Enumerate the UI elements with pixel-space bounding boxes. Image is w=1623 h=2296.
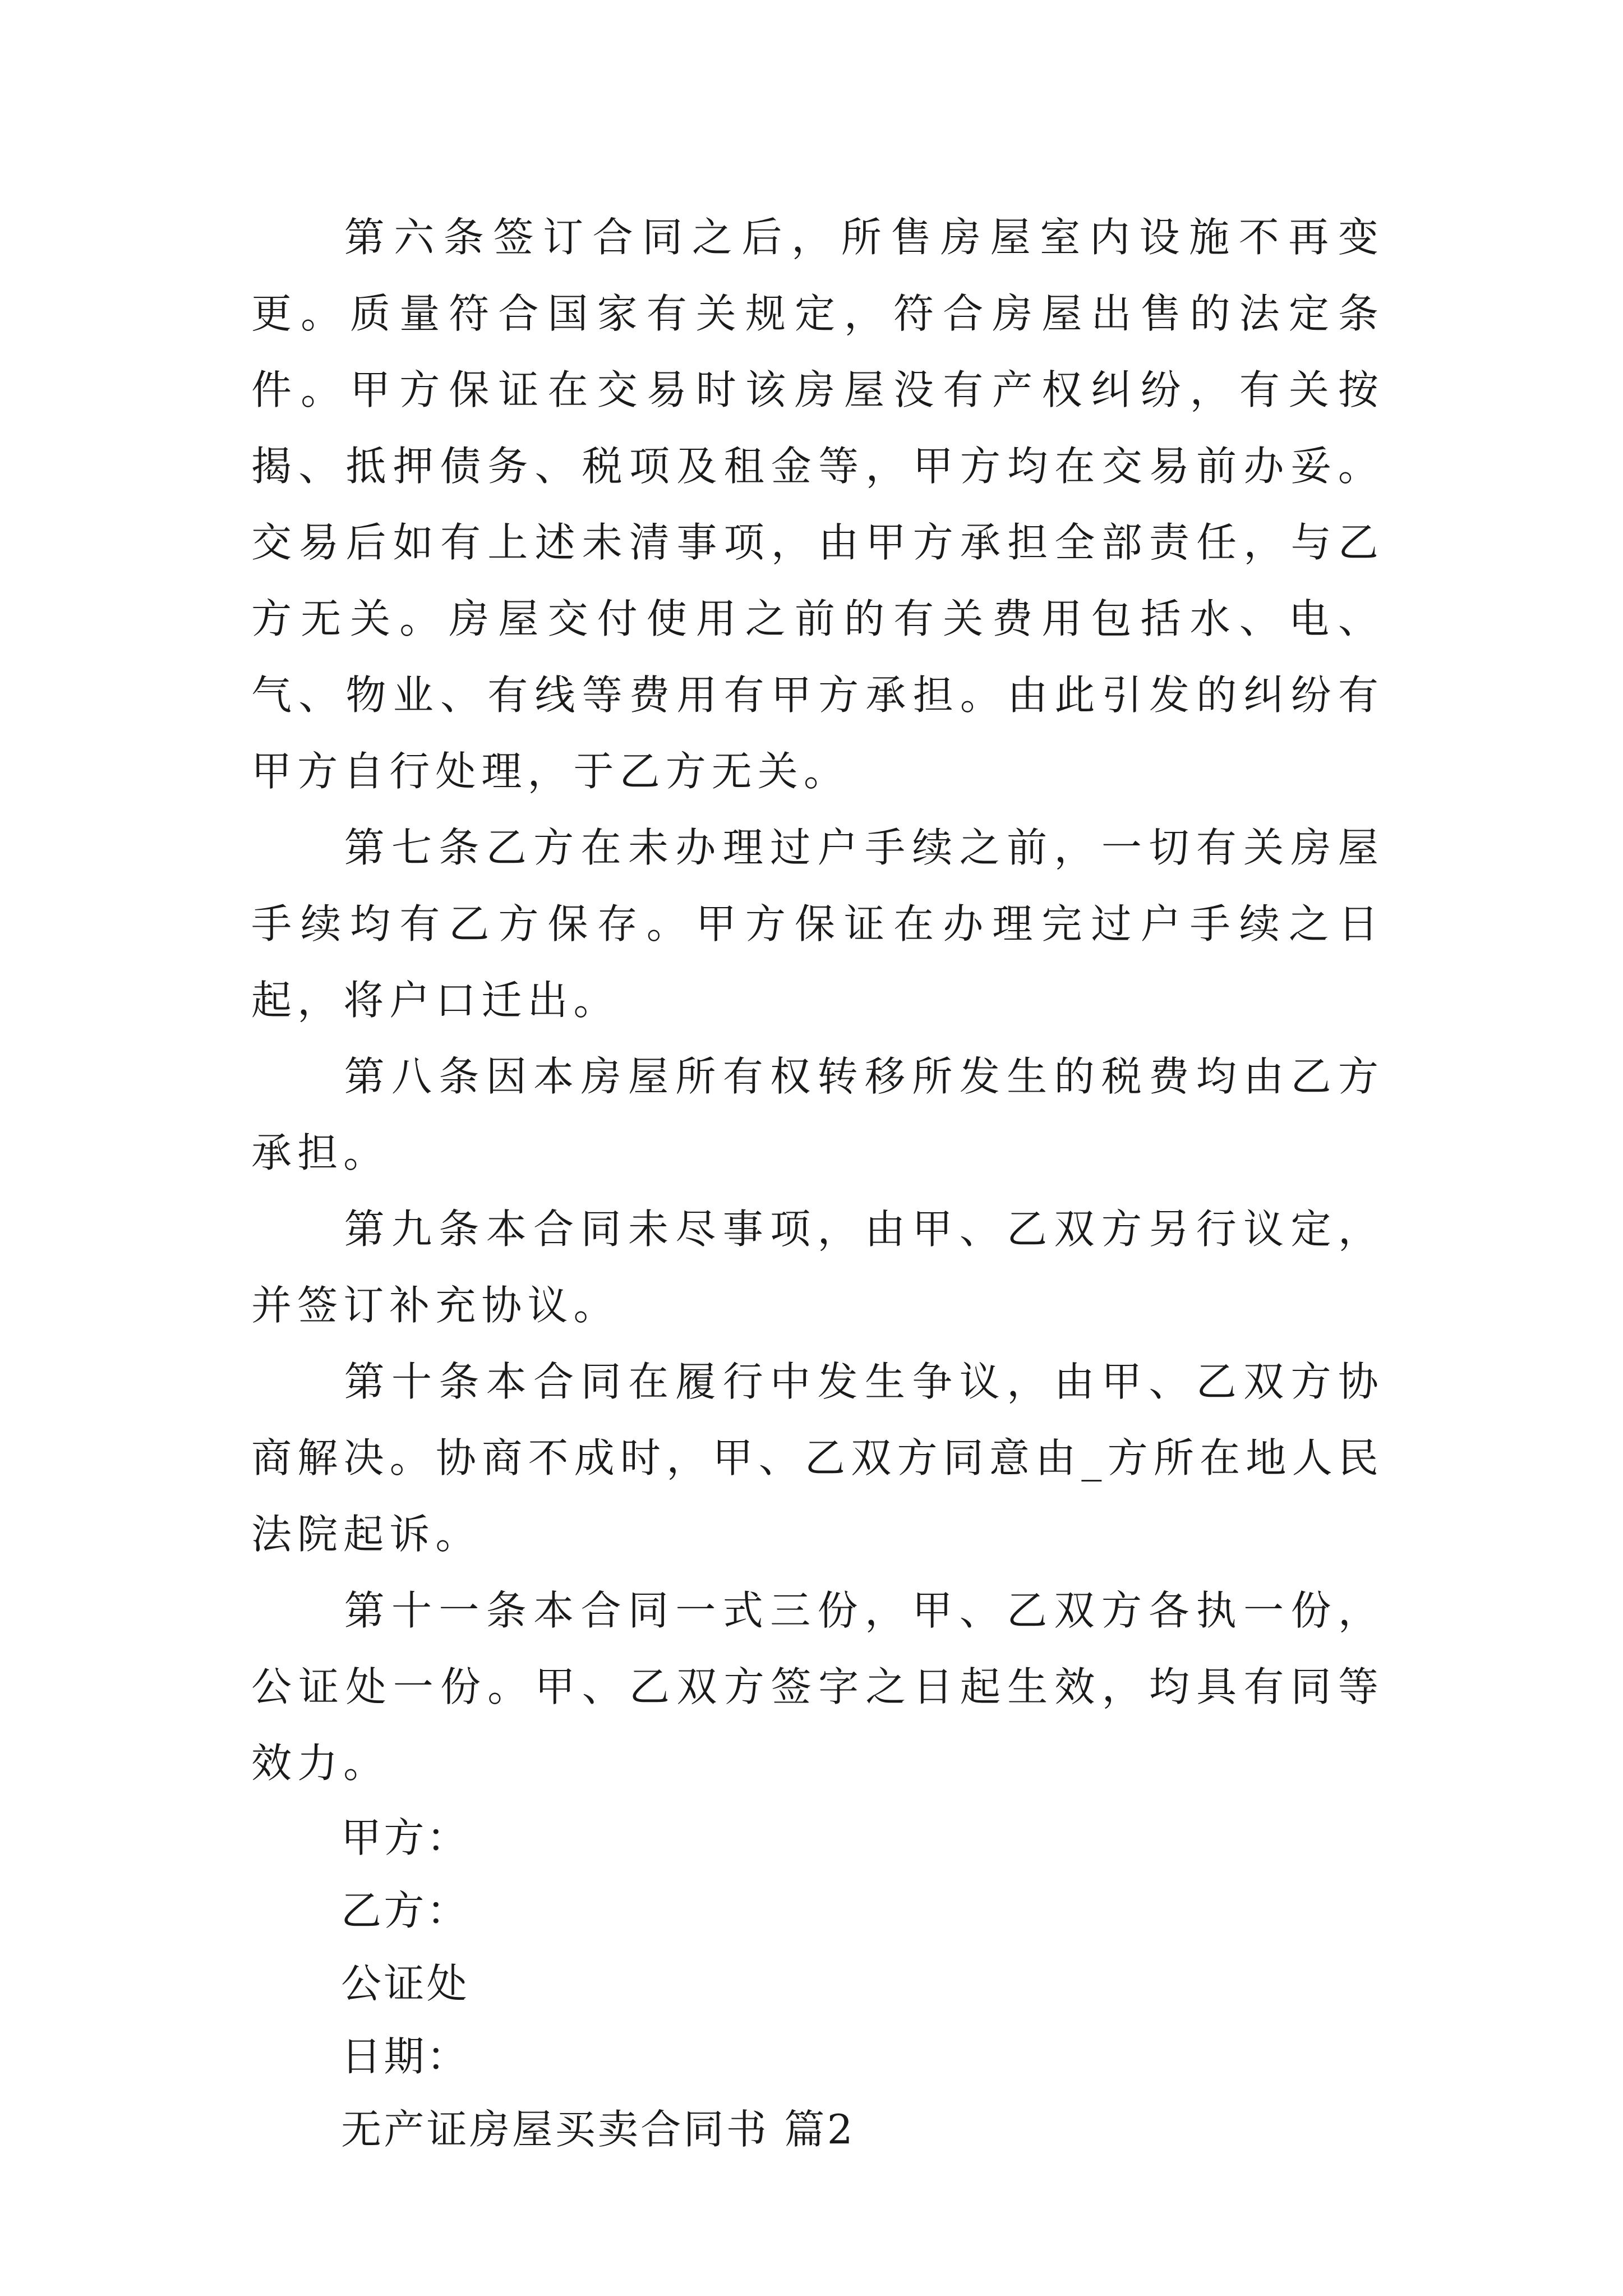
party-a-signature-label: 甲方： <box>341 1814 469 1861</box>
article-7-paragraph: 第七条乙方在未办理过户手续之前，一切有关房屋手续均有乙方保存。甲方保证在办理完过户手续之日起，将户口迁出。 <box>251 824 1384 1024</box>
party-b-signature-label: 乙方： <box>341 1887 469 1934</box>
article-10-paragraph: 第十条本合同在履行中发生争议，由甲、乙双方协商解决。协商不成时，甲、乙双方同意由_方所在地人民法院起诉。 <box>251 1358 1384 1558</box>
date-label: 日期： <box>341 2033 469 2080</box>
next-section-heading: 无产证房屋买卖合同书 篇2 <box>341 2106 855 2153</box>
article-11-paragraph: 第十一条本合同一式三份，甲、乙双方各执一份，公证处一份。甲、乙双方签字之日起生效，均具有同等效力。 <box>251 1587 1384 1787</box>
article-9-paragraph: 第九条本合同未尽事项，由甲、乙双方另行议定，并签订补充协议。 <box>251 1205 1384 1329</box>
contract-body <box>251 199 1384 2166</box>
article-8-paragraph: 第八条因本房屋所有权转移所发生的税费均由乙方承担。 <box>251 1053 1384 1176</box>
notary-signature-label: 公证处 <box>341 1960 469 2007</box>
article-6-paragraph: 第六条签订合同之后，所售房屋室内设施不再变更。质量符合国家有关规定，符合房屋出售的法定条件。甲方保证在交易时该房屋没有产权纠纷，有关按揭、抵押债务、税项及租金等，甲方均在交易前办妥。交易后如有上述未清事项，由甲方承担全部责任，与乙方无关。房屋交付使用之前的有关费用包括水、电、气、物业、有线等费用有甲方承担。由此引发的纠纷有甲方自行处理，于乙方无关。 <box>251 214 1384 795</box>
